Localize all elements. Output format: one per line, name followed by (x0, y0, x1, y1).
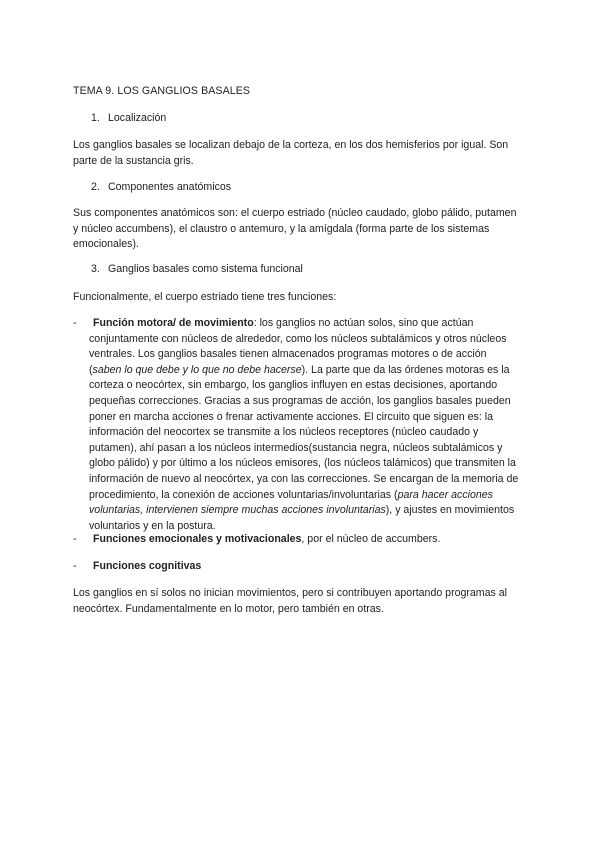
section-heading-sistema-funcional (91, 262, 303, 278)
bullet-text: : los ganglios no actúan solos, sino que actúan conjuntamente con núcleos de alrededor, como los núcleos subtalámicos y otros núcleos ventrales. Los ganglios basales tienen almacenados programas motores o de acción ( (89, 317, 507, 376)
section-heading-text: Localización (108, 112, 167, 124)
bullet-body (89, 532, 519, 548)
section-heading-componentes (91, 180, 231, 196)
section-heading-text: Ganglios basales como sistema funcional (108, 263, 303, 275)
section-number: 1. (91, 112, 100, 124)
bullet-text: , por el núcleo de accumbers. (301, 533, 441, 545)
bullet-text: ), y ajustes en movimientos voluntarios y en la postura. (89, 504, 515, 532)
bullet-dash: - (73, 317, 77, 329)
bullet-body (89, 316, 519, 534)
bullet-title: Funciones emocionales y motivacionales (93, 533, 302, 545)
bullet-body (89, 559, 519, 575)
section-heading-localizacion (91, 111, 166, 127)
paragraph-localizacion: Los ganglios basales se localizan debajo de la corteza, en los dos hemisferios por igual. Son parte de la sustancia gris. (73, 139, 509, 167)
document-title: TEMA 9. LOS GANGLIOS BASALES (73, 85, 251, 97)
paragraph-closing: Los ganglios en sí solos no inician movimientos, pero si contribuyen aportando programas al neocórtex. Fundamentalmente en lo motor, pero también en otras. (73, 587, 507, 615)
bullet-title: Función motora/ de movimiento (93, 317, 254, 329)
bullet-dash: - (73, 533, 77, 545)
bullet-title: Funciones cognitivas (93, 560, 202, 572)
bullet-emphasis: para hacer acciones voluntarias, intervienen siempre muchas acciones involuntarias (89, 488, 493, 517)
paragraph-funciones-intro: Funcionalmente, el cuerpo estriado tiene tres funciones: (73, 291, 337, 303)
section-number: 2. (91, 181, 100, 193)
bullet-text: ). La parte que da las órdenes motoras es la corteza o neocórtex, sin embargo, los ganglios influyen en estas decisiones, aportando pequeñas correcciones. Gracias a sus programas de acción, los ganglios basales pueden poner en marcha acciones o frenar activamente acciones. El circuito que siguen es: la información del neocortex se transmite a los núcleos receptores (núcleo caudado y putamen), ahí pasan a los núcleos intermedios(sustancia negra, núcleos subtalámicos y globo pálido) y por último a los núcleos emisores, (los núcleos talámicos) que transmiten la información de nuevo al neocórtex, ya con las correcciones. Se encargan de la memoria de procedimiento, la conexión de acciones voluntarias/involuntarias ( (89, 363, 519, 501)
section-number: 3. (91, 263, 100, 275)
paragraph-componentes: Sus componentes anatómicos son: el cuerpo estriado (núcleo caudado, globo pálido, putamen y núcleo accumbens), el claustro o antemuro, y la amígdala (forma parte de los sistemas emocionales). (73, 207, 517, 251)
section-heading-text: Componentes anatómicos (108, 181, 232, 193)
bullet-emphasis: saben lo que debe y lo que no debe hacerse (92, 363, 302, 376)
bullet-dash: - (73, 560, 77, 572)
